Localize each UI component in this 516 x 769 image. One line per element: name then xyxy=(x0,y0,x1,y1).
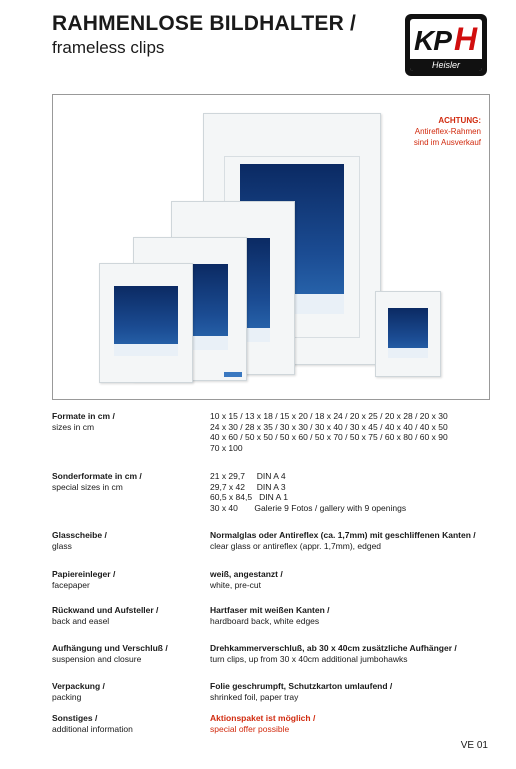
spec-sonstiges-values: Aktionspaket ist möglich / special offer possible xyxy=(210,713,316,734)
spec-formate-values xyxy=(210,411,448,453)
spec-aufhaengung-values: Drehkammerverschluß, ab 30 x 40cm zusätzliche Aufhänger / turn clips, up from 30 x 40cm additional jumbohawks xyxy=(210,643,457,664)
spec-formate-label: Formate in cm / sizes in cm xyxy=(52,411,115,432)
spec-verpackung-label: Verpackung / packing xyxy=(52,681,105,702)
special-size-row: 29,7 x 42 DIN A 3 xyxy=(210,481,286,492)
kph-logo xyxy=(405,14,487,76)
iceberg-image xyxy=(114,344,178,356)
spec-sonderformate-label: Sonderformate in cm / special sizes in cm xyxy=(52,471,142,492)
page-subtitle: frameless clips xyxy=(52,38,165,57)
size-row: 40 x 60 / 50 x 50 / 50 x 60 / 50 x 70 / 50 x 75 / 60 x 80 / 60 x 90 xyxy=(210,432,448,442)
frame-front xyxy=(99,263,193,383)
notice-line: Antireflex-Rahmen xyxy=(414,127,481,136)
price-tag xyxy=(224,372,242,377)
product-photo xyxy=(52,94,490,400)
spec-glasscheibe-values: Normalglas oder Antireflex (ca. 1,7mm) mit geschliffenen Kanten / clear glass or antireflex (appr. 1,7mm), edged xyxy=(210,530,476,551)
size-row: 24 x 30 / 28 x 35 / 30 x 30 / 30 x 40 / 30 x 45 / 40 x 40 / 40 x 50 xyxy=(210,421,448,432)
page-title: RAHMENLOSE BILDHALTER / xyxy=(52,12,357,35)
spec-sonstiges-label: Sonstiges / additional information xyxy=(52,713,133,734)
spec-verpackung-values: Folie geschrumpft, Schutzkarton umlaufend / shrinked foil, paper tray xyxy=(210,681,393,702)
spec-papiereinleger-values: weiß, angestanzt / white, pre-cut xyxy=(210,569,283,590)
notice-heading: ACHTUNG: xyxy=(438,116,481,125)
spec-aufhaengung-label: Aufhängung und Verschluß / suspension and closure xyxy=(52,643,168,664)
spec-sonderformate-values xyxy=(210,471,406,513)
spec-glasscheibe-label: Glasscheibe / glass xyxy=(52,530,107,551)
special-size-row: 21 x 29,7 DIN A 4 xyxy=(210,471,286,481)
logo-letter-h: H xyxy=(454,21,478,57)
size-row: 70 x 100 xyxy=(210,442,243,453)
document-code: VE 01 xyxy=(460,740,488,751)
size-row: 10 x 15 / 13 x 18 / 15 x 20 / 18 x 24 / 20 x 25 / 20 x 28 / 20 x 30 xyxy=(210,411,448,421)
sale-notice xyxy=(414,115,481,148)
logo-name: Heisler xyxy=(410,59,482,71)
special-size-row: 30 x 40 Galerie 9 Fotos / gallery with 9 openings xyxy=(210,502,407,513)
frame-right xyxy=(375,291,441,377)
logo-letters: KP xyxy=(414,25,451,56)
notice-line: sind im Ausverkauf xyxy=(413,138,481,147)
spec-papiereinleger-label: Papiereinleger / facepaper xyxy=(52,569,116,590)
spec-rueckwand-values: Hartfaser mit weißen Kanten / hardboard back, white edges xyxy=(210,605,330,626)
spec-rueckwand-label: Rückwand und Aufsteller / back and easel xyxy=(52,605,159,626)
special-size-row: 60,5 x 84,5 DIN A 1 xyxy=(210,492,288,502)
iceberg-image xyxy=(388,348,428,358)
